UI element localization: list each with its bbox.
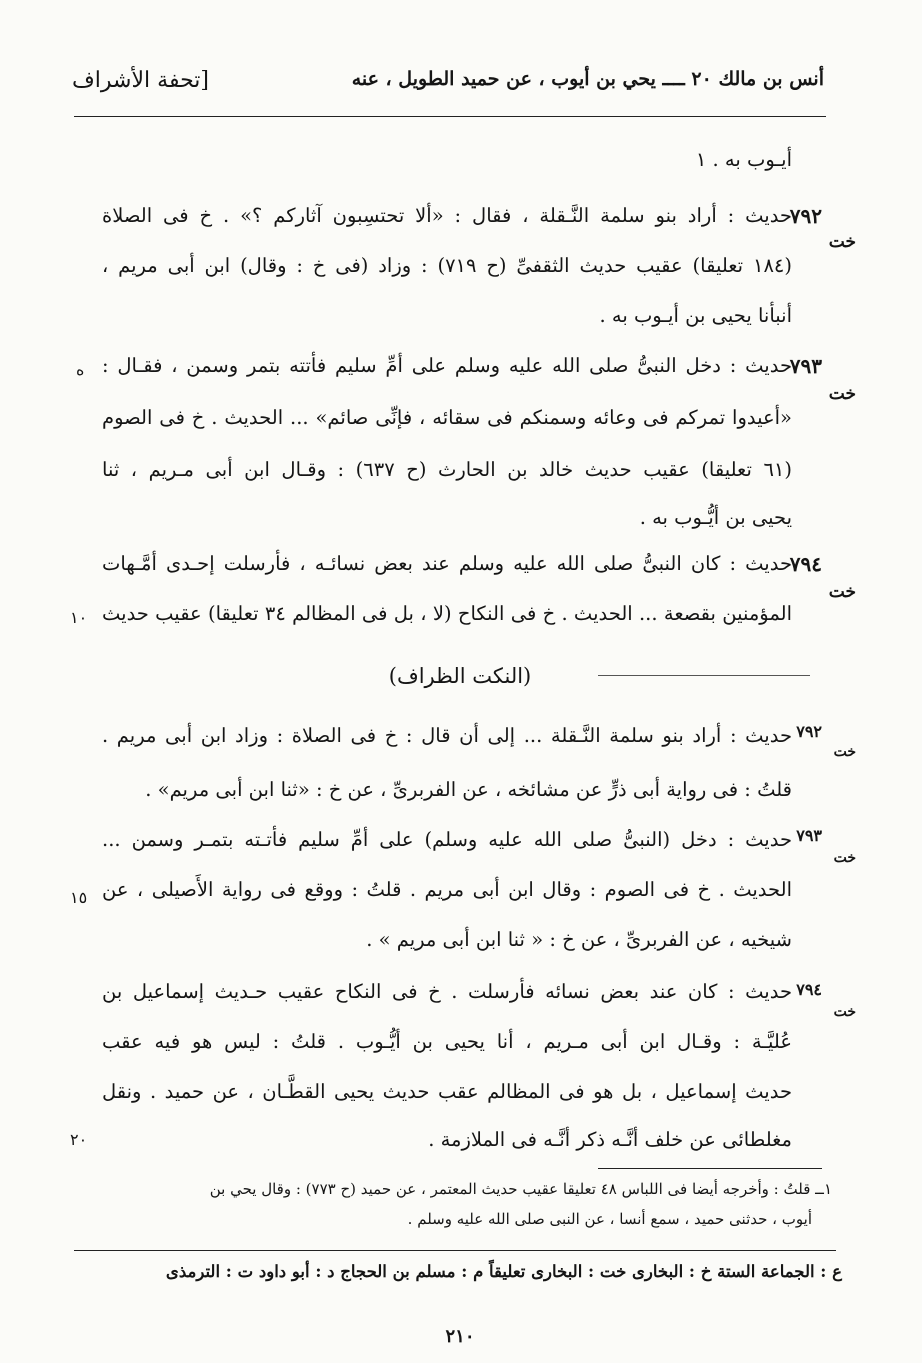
entry-number: ٧٩٤ [789, 552, 822, 576]
abbreviations-rule [74, 1250, 836, 1251]
entry-line: حديث : دخل النبىُّ صلى الله عليه وسلم على أمِّ سليم فأتته بتمر وسمن ، فقـال : [102, 354, 792, 377]
entry-line: حديث : كان النبىُّ صلى الله عليه وسلم عند بعض نسائـه ، فأرسلت إحـدى أمَّـهات [102, 552, 793, 575]
section-rule [598, 675, 810, 676]
entry-number: ٧٩٤ [796, 980, 822, 999]
footnote-line: ١ــ قلتُ : وأخرجه أيضا فى اللباس ٤٨ تعليقا عقيب حديث المعتمر ، عن حميد (ح ٧٧٣) : وقال يحي بن [209, 1180, 832, 1198]
margin-mark: ه [76, 360, 85, 379]
entry-line: قلتُ : فى رواية أبى ذرٍّ عن مشائخه ، عن الفربرىِّ ، عن خ : «ثنا ابن أبى مريم» . [145, 778, 792, 801]
entry-line: أنبأنا يحيى بن أيـوب به . [599, 304, 792, 327]
entry-number: ٧٩٢ [796, 722, 822, 741]
entry-line: مغلطائى عن خلف أنَّـه ذكر أنَّـه فى الملازمة . [428, 1128, 792, 1151]
entry-code: خت [833, 1004, 856, 1020]
entry-line: يحيى بن أيُّـوب به . [639, 506, 792, 529]
entry-line: (٦١ تعليقا) عقيب حديث خالد بن الحارث (ح ٦٣٧) : وقـال ابن أبى مـريم ، ثنا [102, 458, 792, 481]
line-number-marker: ٢٠ [70, 1130, 88, 1149]
page-number: ٢١٠ [445, 1326, 475, 1347]
entry-code: خت [828, 232, 856, 252]
entry-code: خت [828, 384, 856, 404]
section-heading: (النكت الظراف) [388, 664, 532, 688]
entry-number: ٧٩٢ [789, 204, 822, 228]
entry-line: حديث إسماعيل ، بل هو فى المظالم عقب حديث يحيى القطَّـان ، عن حميد . ونقل [102, 1080, 792, 1103]
entry-number: ٧٩٣ [789, 354, 822, 378]
line-number-marker: ١٥ [70, 888, 88, 907]
entry-line: المؤمنين بقصعة ... الحديث . خ فى النكاح (لا ، بل فى المظالم ٣٤ تعليقا) عقيب حديث [102, 602, 792, 625]
entry-line: عُليَّـة : وقـال ابن أبى مـريم ، أنا يحيى بن أيُّـوب . قلتُ : ليس هو فيه عقب [102, 1030, 792, 1053]
entry-line: حديث : كان عند بعض نسائه فأرسلت . خ فى النكاح عقيب حـديث إسماعيل بن [102, 980, 792, 1003]
entry-line: شيخيه ، عن الفربرىِّ ، عن خ : « ثنا ابن أبى مريم » . [366, 928, 792, 951]
continuation-line: أيـوب به . ١ [695, 148, 792, 171]
entry-line: الحديث . خ فى الصوم : وقال ابن أبى مريم . قلتُ : ووقع فى رواية الأَصيلى ، عن [102, 878, 792, 901]
header-series-title: [تحفة الأشراف [72, 68, 209, 93]
entry-number: ٧٩٣ [796, 826, 822, 845]
entry-code: خت [833, 744, 856, 760]
running-header [72, 62, 824, 112]
header-title: أنس بن مالك ٢٠ ــــ يحي بن أيوب ، عن حميد الطويل ، عنه [351, 68, 824, 90]
header-rule [74, 116, 826, 117]
abbreviations-key: ع : الجماعة الستة خ : البخارى خت : البخارى تعليقاً م : مسلم بن الحجاج د : أبو داود ت : الترمذى [165, 1262, 842, 1281]
entry-line: (١٨٤ تعليقا) عقيب حديث الثقفىِّ (ح ٧١٩) : وزاد (فى خ : وقال) ابن أبى مريم ، [102, 254, 792, 277]
line-number-marker: ١٠ [70, 608, 88, 627]
entry-line: حديث : أراد بنو سلمة النَّـقلة ، فقال : «ألا تحتسِبون آثاركم ؟» . خ فى الصلاة [102, 204, 792, 227]
entry-line: حديث : أراد بنو سلمة النَّـقلة ... إلى أن قال : خ فى الصلاة : وزاد ابن أبى مريم . [102, 724, 792, 747]
footnote-rule [598, 1168, 822, 1169]
entry-code: خت [828, 582, 856, 602]
footnote-line: أيوب ، حدثنى حميد ، سمع أنسا ، عن النبى صلى الله عليه وسلم . [407, 1210, 812, 1228]
entry-code: خت [833, 850, 856, 866]
entry-line: حديث : دخل (النبىُّ صلى الله عليه وسلم) على أمِّ سليم فأتـته بتمـر وسمن ... [102, 828, 792, 851]
entry-line: «أعيدوا تمركم فى وعائه وسمنكم فى سقائه ، فإنِّى صائم» ... الحديث . خ فى الصوم [102, 406, 792, 429]
